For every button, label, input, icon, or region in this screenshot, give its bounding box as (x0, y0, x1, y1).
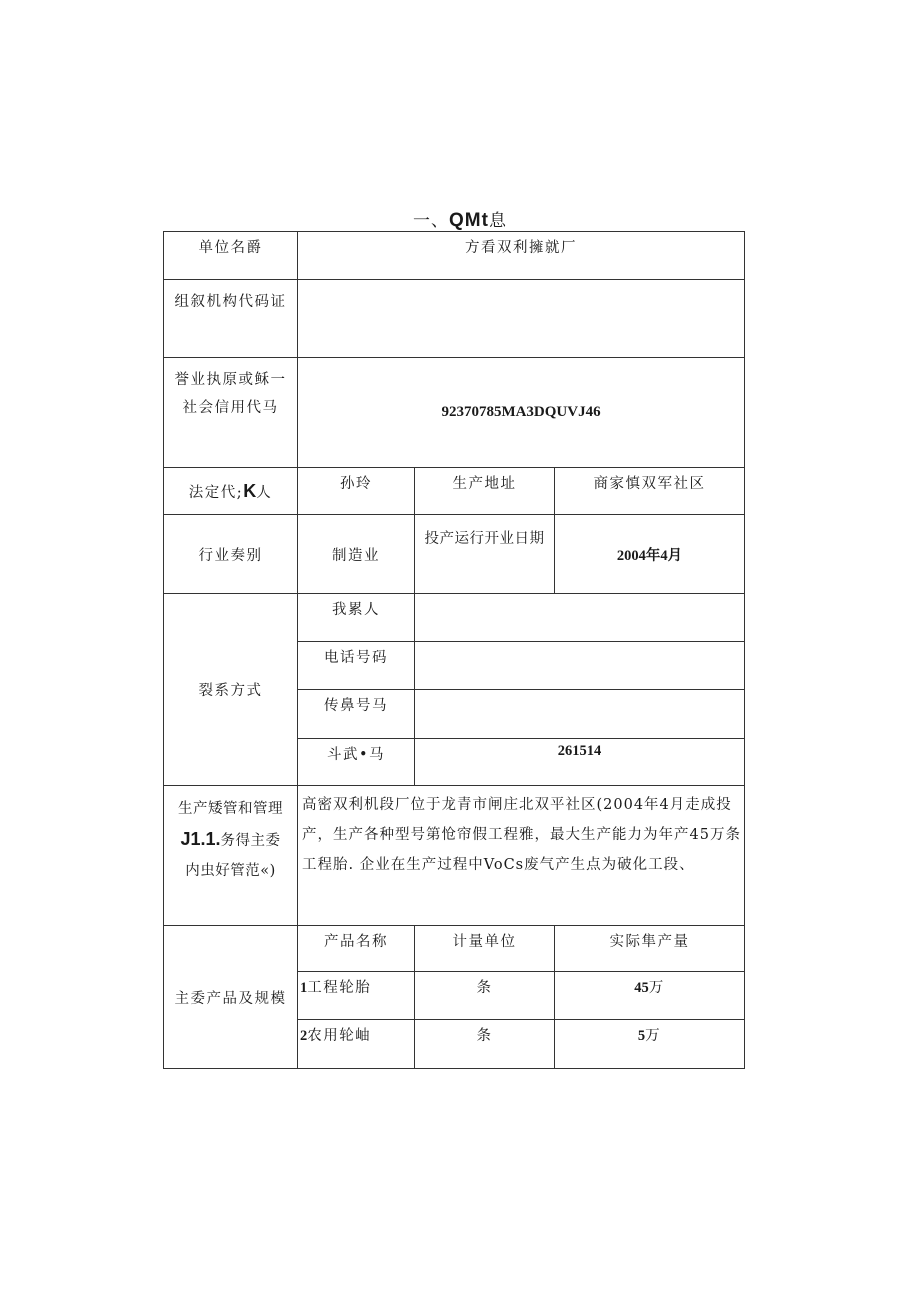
output-header: 实际隼产量 (555, 926, 745, 972)
products-label: 主委产品及规模 (164, 926, 298, 1069)
contact-person-value (415, 594, 745, 642)
postcode-label: 斗武•马 (298, 739, 415, 786)
row-license (164, 358, 745, 468)
license-label: 誉业执原或稣一 社会信用代马 (164, 358, 298, 468)
product-unit: 条 (415, 1020, 555, 1069)
row-org-code (164, 280, 745, 358)
fax-label: 传鼻号马 (298, 690, 415, 739)
contact-person-label: 我累人 (298, 594, 415, 642)
legal-rep-label: 法定代;K人 (164, 468, 298, 515)
unit-name-label: 单位名爵 (164, 232, 298, 280)
address-label: 生产地址 (415, 468, 555, 515)
row-unit-name (164, 232, 745, 280)
license-value: 92370785MA3DQUVJ46 (298, 358, 745, 468)
product-name: 2农用轮岫 (298, 1020, 415, 1069)
row-industry (164, 515, 745, 594)
product-output: 45万 (555, 972, 745, 1020)
unit-header: 计量单位 (415, 926, 555, 972)
product-name-header: 产品名称 (298, 926, 415, 972)
industry-label: 行业奏别 (164, 515, 298, 594)
industry-value: 制造业 (298, 515, 415, 594)
start-date-label: 投产运行开业日期 (415, 515, 555, 594)
production-label: 生产矮管和管理 J1.1.务得主委 内虫好管范«) (164, 786, 298, 926)
legal-rep-value: 孙玲 (298, 468, 415, 515)
row-production (164, 786, 745, 926)
row-products-header (164, 926, 745, 972)
product-name: 1工程轮胎 (298, 972, 415, 1020)
postcode-value: 261514 (415, 739, 745, 786)
product-output: 5万 (555, 1020, 745, 1069)
unit-name-value: 方看双利擁就厂 (298, 232, 745, 280)
phone-label: 电话号码 (298, 642, 415, 690)
fax-value (415, 690, 745, 739)
address-value: 商家慎双军社区 (555, 468, 745, 515)
start-date-value: 2004年4月 (555, 515, 745, 594)
row-legal (164, 468, 745, 515)
phone-value (415, 642, 745, 690)
production-description: 高密双利机段厂位于龙青市闸庄北双平社区(2004年4月走成投产，生产各种型号第怆帘假工程雅，最大生产能力为年产45万条工程胎. 企业在生产过程中VoCs废气产生点为破化工段、 (298, 786, 745, 926)
org-code-label: 组叙机构代码证 (164, 280, 298, 358)
section-title: 一、QMt息 (413, 210, 507, 231)
row-contact-person (164, 594, 745, 642)
info-table (163, 231, 745, 1069)
contact-label: 裂系方式 (164, 594, 298, 786)
org-code-value (298, 280, 745, 358)
product-unit: 条 (415, 972, 555, 1020)
